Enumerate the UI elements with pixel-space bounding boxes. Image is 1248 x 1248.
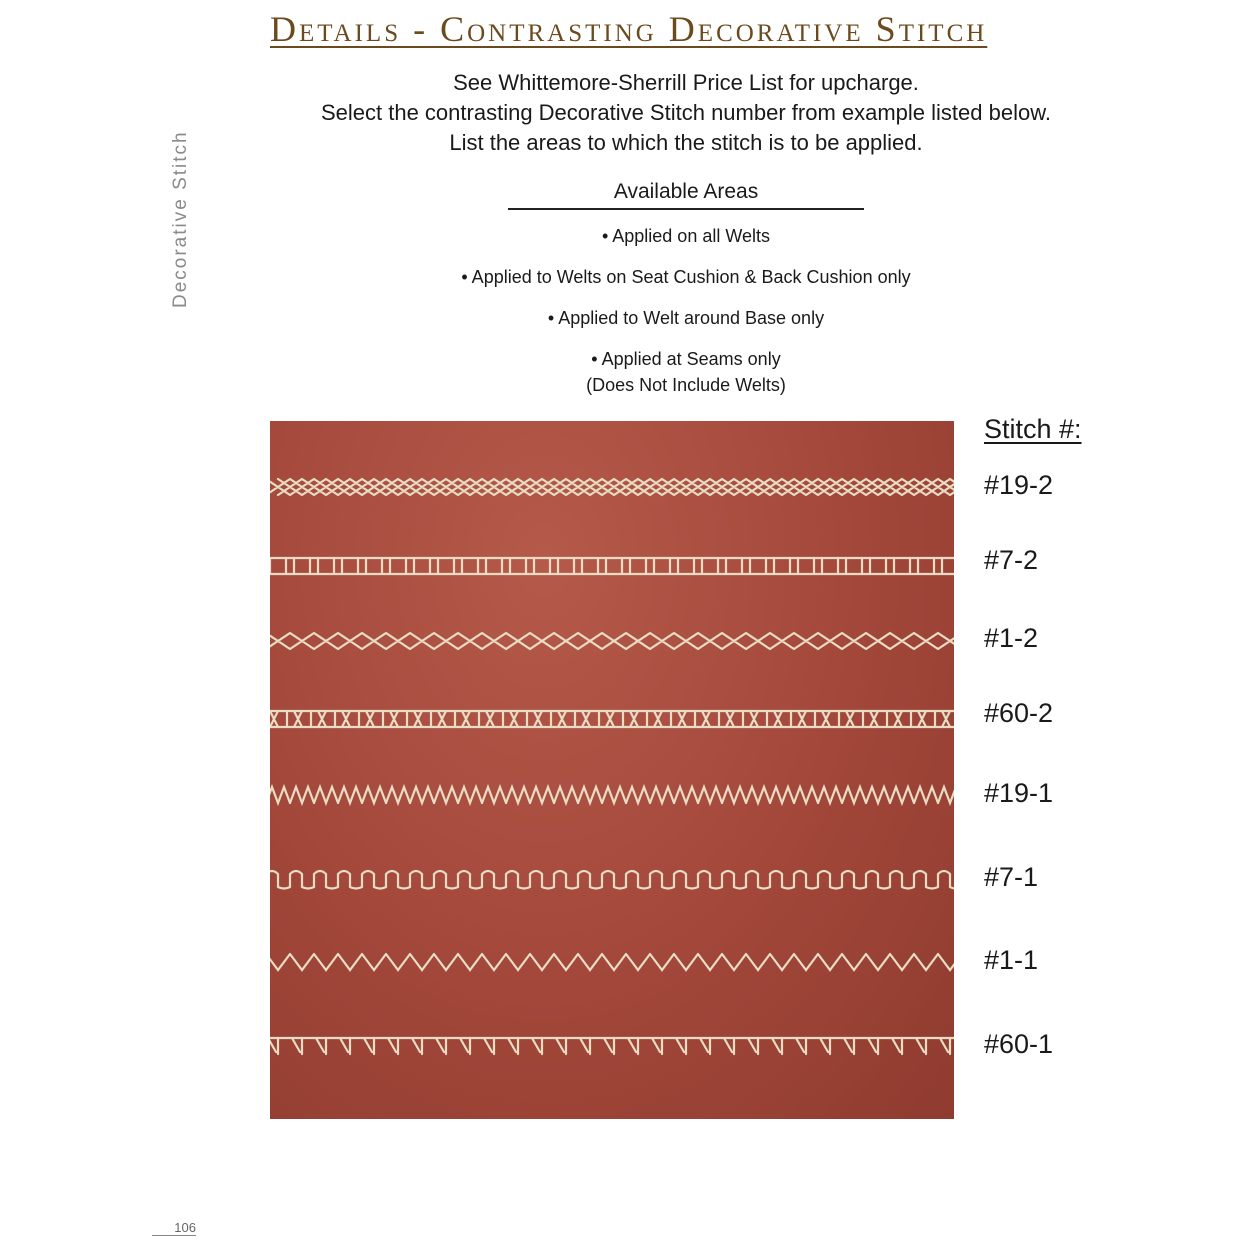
areas-heading: Available Areas bbox=[508, 180, 864, 210]
page-number: 106 bbox=[152, 1220, 196, 1236]
stitch-row-zigzag bbox=[270, 954, 954, 970]
stitch-label: #1-1 bbox=[984, 945, 1039, 975]
area-item: • Applied to Welt around Base only bbox=[547, 308, 825, 328]
page-title: Details - Contrasting Decorative Stitch bbox=[270, 9, 988, 49]
stitch-label: #19-2 bbox=[984, 470, 1054, 500]
stitch-label: #1-2 bbox=[984, 623, 1039, 653]
area-item: • Applied to Welts on Seat Cushion & Back Cushion only bbox=[461, 267, 911, 287]
area-note: (Does Not Include Welts) bbox=[586, 375, 786, 395]
stitch-label: #60-1 bbox=[984, 1029, 1054, 1059]
stitch-row-tee bbox=[270, 1038, 954, 1054]
stitch-label: #7-1 bbox=[984, 862, 1039, 892]
area-item: • Applied on all Welts bbox=[601, 226, 771, 246]
stitch-label: #7-2 bbox=[984, 545, 1039, 575]
intro-line: List the areas to which the stitch is to be applied. bbox=[449, 130, 923, 155]
intro-line: See Whittemore-Sherrill Price List for upcharge. bbox=[453, 70, 919, 95]
stitch-row-double-cross bbox=[270, 479, 954, 495]
stitch-row-cross-bar bbox=[270, 711, 954, 727]
area-item: • Applied at Seams only bbox=[591, 349, 781, 369]
intro-line: Select the contrasting Decorative Stitch number from example listed below. bbox=[320, 100, 1052, 125]
leather-stitch-swatch bbox=[270, 421, 954, 1119]
stitch-label: #60-2 bbox=[984, 698, 1054, 728]
side-section-label: Decorative Stitch bbox=[170, 130, 191, 308]
stitch-samples bbox=[270, 421, 954, 1119]
stitch-heading: Stitch #: bbox=[984, 414, 1082, 444]
intro-text bbox=[270, 68, 1102, 158]
stitch-label: #19-1 bbox=[984, 778, 1054, 808]
stitch-row-cross bbox=[270, 633, 954, 649]
stitch-row-box bbox=[270, 558, 954, 574]
stitch-row-double-zigzag bbox=[270, 787, 954, 803]
stitch-row-loop bbox=[270, 871, 954, 889]
areas-list bbox=[380, 224, 992, 397]
